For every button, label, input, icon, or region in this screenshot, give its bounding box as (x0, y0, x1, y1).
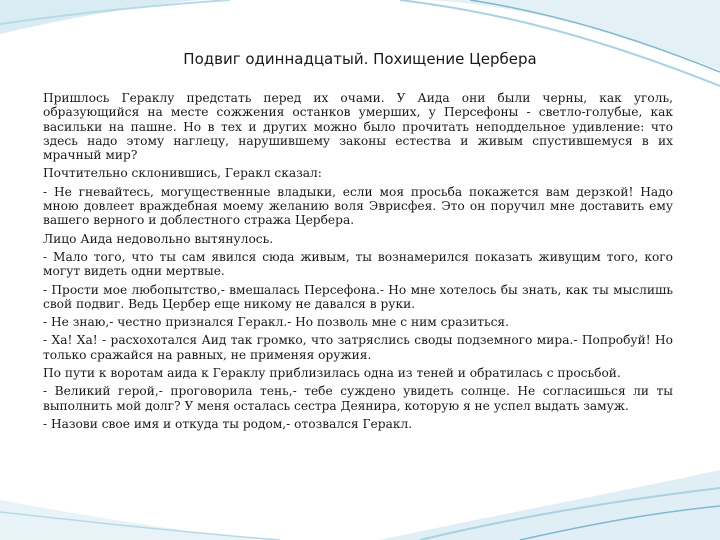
paragraph: Лицо Аида недовольно вытянулось. (43, 231, 274, 246)
paragraph: - Назови свое имя и откуда ты родом,- отозвался Геракл. (43, 416, 413, 431)
paragraph: - Великий герой,- проговорила тень,- тебе суждено увидеть солнце. Не согласишься ли ты выполнить мой долг? У меня осталась сестра Деянира, которую я не успел выдать замуж. (43, 384, 673, 413)
story-text (43, 91, 673, 435)
wave-bottom-right-1 (380, 470, 720, 540)
paragraph: По пути к воротам аида к Гераклу приблизилась одна из теней и обратилась с просьбой. (43, 366, 621, 381)
paragraph: - Не гневайтесь, могущественные владыки, если моя просьба покажется вам дерзкой! Надо мною довлеет враждебная моему желанию воля Эврисфея. Это он поручил мне доставить ему вашего верного и доблестного стража Цербера. (43, 184, 673, 228)
wave-bottom-left-1 (0, 500, 260, 540)
paragraph: - Прости мое любопытство,- вмешалась Персефона.- Но мне хотелось бы знать, как ты мыслишь свой подвиг. Ведь Цербер еще никому не давался в руки. (43, 282, 673, 311)
paragraph: - Не знаю,- честно признался Геракл.- Но позволь мне с ним сразиться. (43, 315, 509, 330)
paragraph: - Ха! Ха! - расхохотался Аид так громко, что затряслись своды подземного мира.- Попробуй! Но только сражайся на равных, не применяя оружия. (43, 333, 673, 362)
slide-title: Подвиг одиннадцатый. Похищение Цербера (183, 50, 537, 68)
paragraph: - Мало того, что ты сам явился сюда живым, ты вознамерился показать живущим того, кого могут видеть одни мертвые. (43, 249, 673, 279)
paragraph: Почтительно склонившись, Геракл сказал: (43, 166, 322, 181)
paragraph: Пришлось Гераклу предстать перед их очами. У Аида они были черны, как уголь, образующийся на месте сожжения останков умерших, у Персефоны - светло-голубые, как васильки на пашне. Но в тех и других можно было прочитать неподдельное удивление: что здесь надо этому наглецу, нарушившему законы естества и живым спустившемуся в их мрачный мир? (43, 91, 673, 163)
